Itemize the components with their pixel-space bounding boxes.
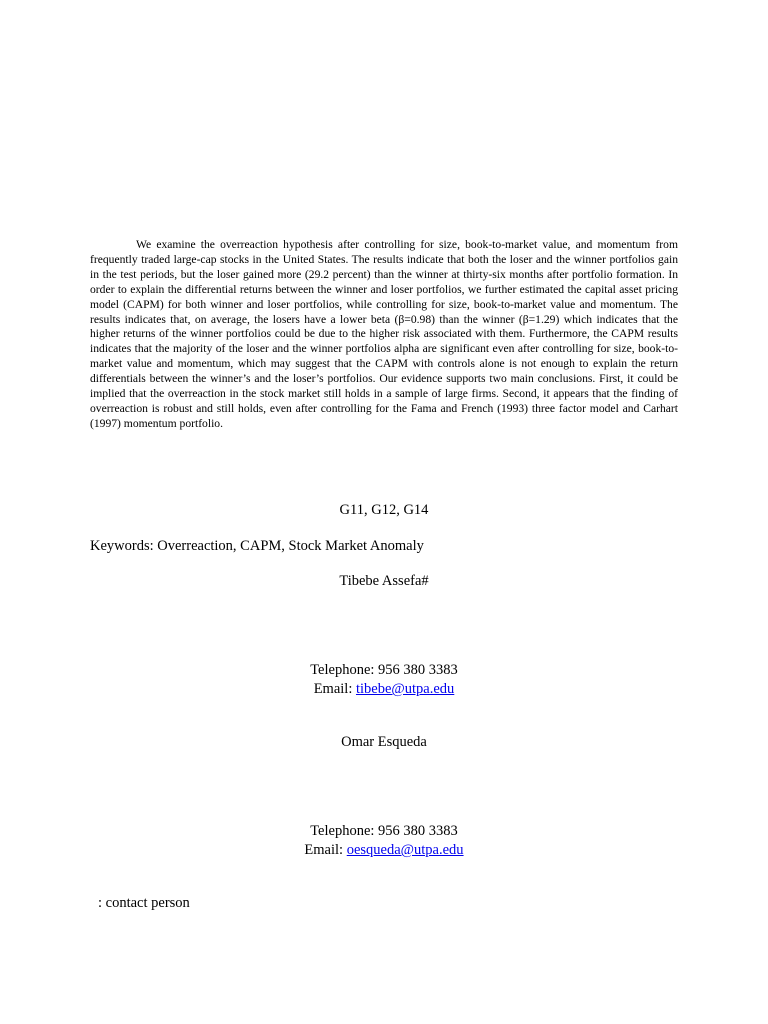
author-email-line-1: [0, 680, 768, 698]
author-telephone-2: Telephone: 956 380 3383: [310, 823, 458, 839]
author-telephone-1: Telephone: 956 380 3383: [310, 662, 458, 678]
email-link-oesqueda[interactable]: oesqueda@utpa.edu: [346, 842, 464, 858]
author-email-line-2: [0, 841, 768, 859]
email-label: Email:: [304, 842, 347, 858]
keywords: Keywords: Overreaction, CAPM, Stock Market Anomaly: [90, 538, 424, 554]
jel-codes: G11, G12, G14: [339, 502, 429, 518]
email-label: Email:: [313, 681, 356, 697]
abstract-paragraph: We examine the overreaction hypothesis after controlling for size, book-to-market value, and momentum from frequently traded large-cap stocks in the United States. The results indicate that both the loser and the winner portfolios gain in the test periods, but the loser gained more (29.2 percent) than the winner at thirty-six months after portfolio formation. In order to explain the differential returns between the winner and loser portfolios, we further estimated the capital asset pricing model (CAPM) for both winner and loser portfolios, while controlling for size, book-to-market value and momentum. The results indicates that, on average, the losers have a lower beta (β=0.98) than the winner (β=1.29) which indicates that the higher returns of the winner portfolios could be due to the higher risk associated with them. Furthermore, the CAPM results indicates that the majority of the loser and the winner portfolios alpha are significant even after controlling for size, book-to-market value and momentum, which may suggest that the CAPM with controls alone is not enough to explain the return differentials between the winner’s and the loser’s portfolios. Our evidence supports two main conclusions. First, it could be implied that the overreaction in the stock market still holds in a sample of large firms. Second, it appears that the finding of overreaction is robust and still holds, even after controlling for the Fama and French (1993) three factor model and Carhart (1997) momentum portfolio.: [90, 238, 678, 430]
email-link-tibebe[interactable]: tibebe@utpa.edu: [355, 681, 455, 697]
author-name-1: Tibebe Assefa#: [339, 573, 429, 589]
footnote-contact-person: : contact person: [98, 895, 190, 911]
author-name-2: Omar Esqueda: [341, 734, 427, 750]
